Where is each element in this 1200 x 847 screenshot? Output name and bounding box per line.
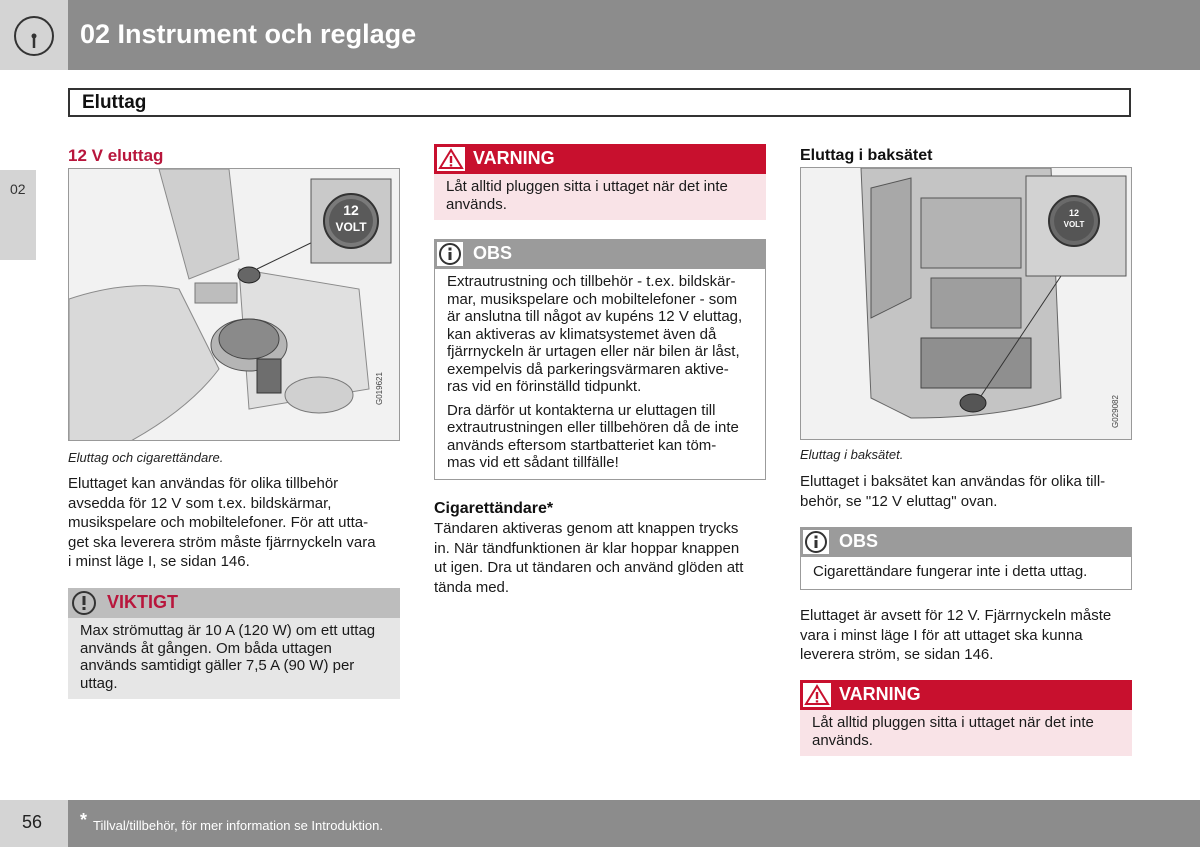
page-title: 02 Instrument och reglage [80, 19, 417, 49]
callout-line: extrautrustningen eller tillbehören då de inte [447, 419, 739, 436]
callout-obs-body [434, 269, 766, 480]
badge-12-text: 12 [343, 202, 359, 218]
obs-paragraph-2 [447, 402, 753, 472]
body-line: vara i minst läge I för att uttaget ska kunna [800, 626, 1083, 644]
chapter-number: 02 [10, 181, 26, 197]
callout-line: uttag. [80, 674, 118, 692]
callout-line: mar, musikspelare och mobiltelefoner - som [447, 290, 738, 308]
callout-obs-title: OBS [473, 243, 513, 263]
body-line: Eluttaget är avsett för 12 V. Fjärrnyckeln måste [800, 607, 1112, 624]
body-line: ut igen. Dra ut tändaren och använd glöden att [434, 559, 744, 576]
header-icon-box [0, 0, 68, 70]
info-icon [803, 530, 829, 559]
body-text-col2 [434, 519, 743, 597]
body-line: avsedda för 12 V som t.ex. bildskärmar, [68, 494, 332, 512]
callout-warning-header [800, 680, 1132, 710]
callout-line: fjärrnyckeln är urtagen eller när bilen är låst, [447, 343, 740, 360]
footnote-star: * [80, 810, 88, 830]
body-text-col1 [68, 474, 376, 572]
callout-warning-body [800, 710, 1132, 756]
body-line: behör, se "12 V eluttag" ovan. [800, 492, 998, 510]
heading-cigarettandare: Cigarettändare* [434, 500, 554, 517]
section-title-box [68, 88, 1131, 117]
callout-obs-col3 [800, 527, 1132, 590]
badge-volt-text: VOLT [1063, 220, 1085, 229]
figure-rear-outlet [800, 167, 1132, 440]
warning-triangle-icon [803, 683, 831, 712]
callout-line: Låt alltid pluggen sitta i uttaget när det inte [446, 178, 728, 195]
callout-warning-body [434, 174, 766, 220]
callout-line: Låt alltid pluggen sitta i uttaget när det inte [812, 714, 1094, 731]
callout-obs-body [800, 557, 1132, 590]
callout-line: används. [446, 195, 507, 213]
body-line: leverera ström, se sidan 146. [800, 646, 994, 663]
body-line: get ska leverera ström måste fjärrnyckeln vara [68, 533, 376, 551]
callout-line: används åt gången. Om båda uttagen [80, 639, 332, 657]
callout-line: Dra därför ut kontakterna ur eluttagen till [447, 401, 716, 419]
footnote-text: Tillval/tillbehör, för mer information se Introduktion. [93, 818, 383, 833]
body-line: i minst läge I, se sidan 146. [68, 553, 250, 570]
callout-line: används. [812, 731, 873, 749]
caption-rear: Eluttag i baksätet. [800, 447, 904, 462]
callout-obs-title: OBS [839, 531, 879, 551]
heading-eluttag-baksatet: Eluttag i baksätet [800, 147, 933, 164]
body-line: Tändaren aktiveras genom att knappen trycks [434, 520, 739, 537]
callout-line: mas vid ett sådant tillfälle! [447, 454, 619, 471]
obs-paragraph-1 [447, 273, 753, 396]
callout-important-body [68, 618, 400, 699]
heading-12v-eluttag: 12 V eluttag [68, 146, 164, 165]
callout-line: Extrautrustning och tillbehör - t.ex. bildskär- [447, 273, 736, 290]
figure-code: G029082 [1111, 395, 1120, 428]
callout-line: exempelvis då parkeringsvärmaren aktive- [447, 360, 729, 378]
body-line: in. När tändfunktionen är klar hoppar knappen [434, 539, 740, 557]
callout-line: Max strömuttag är 10 A (120 W) om ett uttag [80, 622, 376, 639]
callout-obs-header [434, 239, 766, 269]
body-line: Eluttaget i baksätet kan användas för olika till- [800, 473, 1106, 490]
chapter-tab [0, 170, 36, 260]
figure-code: G019621 [375, 372, 384, 405]
callout-line: ras vid en förinställd tidpunkt. [447, 378, 642, 395]
body-line: tända med. [434, 578, 510, 596]
callout-obs-col2 [434, 239, 766, 480]
callout-line: används samtidigt gäller 7,5 A (90 W) per [80, 657, 355, 674]
callout-warning-col2 [434, 144, 766, 220]
body-line: Eluttaget kan användas för olika tillbehör [68, 475, 339, 492]
section-title: Eluttag [82, 92, 147, 113]
callout-important-header [68, 588, 400, 618]
callout-line: används eftersom startbatteriet kan töm- [447, 436, 717, 454]
figure-console-outlet [68, 168, 400, 441]
body-line: musikspelare och mobiltelefoner. För att utta- [68, 514, 369, 531]
callout-line: kan aktiveras av klimatsystemet även då [447, 325, 717, 343]
body-text-col3-2 [800, 606, 1111, 665]
exclamation-icon [71, 591, 97, 620]
badge-volt-text: VOLT [335, 220, 367, 234]
callout-warning-header [434, 144, 766, 174]
warning-triangle-icon [437, 147, 465, 176]
callout-line: Cigarettändare fungerar inte i detta uttag. [813, 563, 1088, 580]
body-text-col3-1 [800, 472, 1105, 511]
page-number: 56 [22, 812, 43, 832]
callout-line: är anslutna till något av kupéns 12 V eluttag, [447, 308, 743, 325]
callout-warning-col3 [800, 680, 1132, 756]
callout-warning-title: VARNING [839, 684, 921, 704]
gauge-icon [12, 14, 56, 63]
badge-12-text: 12 [1068, 208, 1079, 218]
callout-important-title: VIKTIGT [107, 592, 178, 612]
callout-warning-title: VARNING [473, 148, 555, 168]
callout-obs-header [800, 527, 1132, 557]
callout-important [68, 588, 400, 699]
caption-console: Eluttag och cigarettändare. [68, 450, 224, 465]
info-icon [437, 242, 463, 271]
